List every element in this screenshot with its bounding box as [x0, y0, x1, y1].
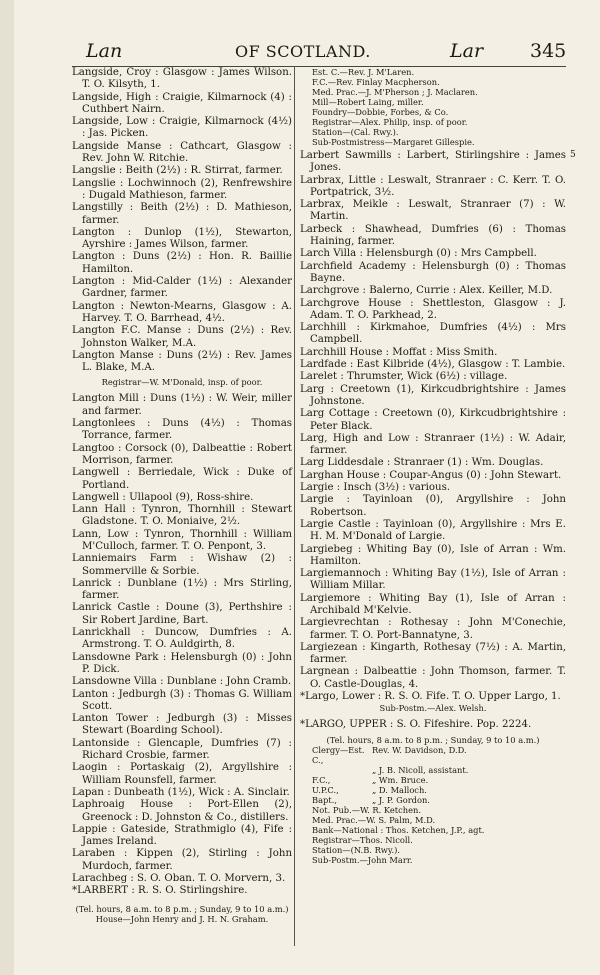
entry: Langton Mill : Duns (1½) : W. Weir, miller and farmer.	[72, 393, 292, 417]
entry: Larelet : Thrumster, Wick (6½) : village.	[300, 371, 508, 383]
entry: Lann, Low : Tynron, Thornhill : William M'Culloch, farmer. T. O. Penpont, 3.	[72, 528, 292, 552]
entry: Larchfield Academy : Helensburgh (0) : Thomas Bayne.	[300, 260, 566, 284]
tel-hours-note: (Tel. hours, 8 a.m. to 8 p.m. ; Sunday, 9 to 10 a.m.)	[326, 734, 540, 745]
sub-line: Med. Prac.—W. S. Palm, M.D.	[312, 814, 436, 825]
entry: Larbert Sawmills : Larbert, Stirlingshire : James Jones.	[300, 150, 566, 174]
clergy-label: F.C.,	[312, 774, 331, 785]
entry: Langstilly : Beith (2½) : D. Mathieson, farmer.	[72, 202, 292, 226]
sub-line: Registrar—Thos. Nicoll.	[312, 834, 413, 845]
right-column	[300, 67, 566, 865]
entry: Larg Cottage : Creetown (0), Kirkcudbrightshire : Peter Black.	[300, 408, 566, 432]
sub-line: Est. C.—Rev. J. M'Laren.	[312, 67, 415, 77]
entry: Larchgrove : Balerno, Currie : Alex. Keiller, M.D.	[300, 285, 553, 297]
entry: Lanrickhall : Duncow, Dumfries : A. Armstrong. T. O. Auldgirth, 8.	[72, 627, 292, 651]
entry: Laogin : Portaskaig (2), Argyllshire : William Rounsfell, farmer.	[72, 762, 292, 786]
sub-line: Station—(N.B. Rwy.).	[312, 844, 401, 855]
entry: Langside Manse : Cathcart, Glasgow : Rev. John W. Ritchie.	[72, 140, 292, 165]
clergy-row	[300, 775, 566, 785]
entry-upper-largo: *LARGO, UPPER : S. O. Fifeshire. Pop. 2224.	[300, 719, 532, 731]
clergy-label	[300, 765, 372, 775]
entry: Langton Manse : Duns (2½) : Rev. James L. Blake, M.A.	[72, 349, 292, 374]
entry: *Largo, Lower : R. S. O. Fife. T. O. Upper Largo, 1.	[300, 691, 561, 703]
sub-line: Med. Prac.—J. M'Pherson ; J. Maclaren.	[312, 87, 478, 97]
sub-line: Sub-Postmistress—Margaret Gillespie.	[312, 137, 475, 147]
entry: Largnean : Dalbeattie : John Thomson, farmer. T. O. Castle-Douglas, 4.	[300, 666, 566, 690]
clergy-value: „ D. Malloch.	[372, 784, 427, 795]
sub-line: Not. Pub.—W. R. Ketchen.	[312, 804, 422, 815]
entry: Largie Castle : Tayinloan (0), Argyllshire : Mrs E. H. M. M'Donald of Largie.	[300, 518, 566, 543]
running-head-center: OF SCOTLAND.	[235, 42, 371, 61]
entry: Larch Villa : Helensburgh (0) : Mrs Campbell.	[300, 248, 537, 260]
clergy-value: „ J. B. Nicoll, assistant.	[372, 764, 469, 775]
entry: Lappie : Gateside, Strathmiglo (4), Fife : James Ireland.	[72, 823, 292, 848]
entry: Larghan House : Coupar-Angus (0) : John Stewart.	[300, 469, 562, 481]
clergy-value: „ Wm. Bruce.	[372, 774, 429, 785]
clergy-row	[300, 765, 566, 775]
page-header	[60, 40, 567, 66]
running-head-left: Lan	[86, 40, 123, 62]
entry: Laphroaig House : Port-Ellen (2), Greenock : D. Johnston & Co., distillers.	[72, 799, 292, 823]
entry: Lanton Tower : Jedburgh (3) : Misses Stewart (Boarding School).	[72, 713, 292, 737]
entry: Lanniemairs Farm : Wishaw (2) : Sommerville & Sorbie.	[72, 553, 292, 577]
clergy-label: U.P.C.,	[312, 784, 339, 795]
entry: Langside, Low : Craigie, Kilmarnock (4½) : Jas. Picken.	[72, 116, 292, 140]
entry: Langton : Newton-Mearns, Glasgow : A. Harvey. T. O. Barrhead, 4½.	[72, 300, 292, 324]
running-head-right: Lar	[450, 40, 484, 62]
entry: Lapan : Dunbeath (1½), Wick : A. Sinclair.	[72, 786, 290, 798]
sub-line: F.C.—Rev. Finlay Macpherson.	[312, 77, 440, 87]
entry: Lantonside : Glencaple, Dumfries (7) : Richard Crosbie, farmer.	[72, 737, 292, 762]
sub-line: Sub-Postm.—John Marr.	[312, 854, 413, 865]
entry: Largiezean : Kingarth, Rothesay (7½) : A. Martin, farmer.	[300, 641, 566, 666]
entry: Larchhill House : Moffat : Miss Smith.	[300, 346, 498, 358]
entry: Langtonlees : Duns (4½) : Thomas Torrance, farmer.	[72, 418, 292, 442]
entry: Lardfade : East Kilbride (4½), Glasgow : T. Lambie.	[300, 359, 566, 371]
entry: Larbeck : Shawhead, Dumfries (6) : Thomas Haining, farmer.	[300, 223, 566, 248]
entry: Larchhill : Kirkmahoe, Dumfries (4½) : Mrs Campbell.	[300, 322, 566, 346]
clergy-value: Rev. W. Davidson, D.D.	[372, 744, 467, 755]
clergy-row	[300, 785, 566, 795]
entry: Langside, High : Craigie, Kilmarnock (4) : Cuthbert Nairn.	[72, 91, 292, 115]
entry: Langtoo : Corsock (0), Dalbeattie : Robert Morrison, farmer.	[72, 442, 292, 466]
sub-line: Bank—National : Thos. Ketchen, J.P., agt.	[312, 824, 485, 835]
entry: Larbrax, Meikle : Leswalt, Stranraer (7) : W. Martin.	[300, 199, 566, 223]
entry: Larbrax, Little : Leswalt, Stranraer : C. Kerr. T. O. Portpatrick, 3½.	[300, 174, 566, 198]
sub-line: Registrar—Alex. Philip, insp. of poor.	[312, 117, 468, 127]
house-note: House—John Henry and J. H. N. Graham.	[95, 913, 269, 924]
entry: Lanton : Jedburgh (3) : Thomas G. William Scott.	[72, 688, 292, 712]
entry: Langton F.C. Manse : Duns (2½) : Rev. Johnston Walker, M.A.	[72, 325, 292, 349]
entry: Langton : Mid-Calder (1½) : Alexander Gardner, farmer.	[72, 276, 292, 300]
entry: Lann Hall : Tynron, Thornhill : Stewart Gladstone. T. O. Moniaive, 2½.	[72, 504, 292, 528]
entry: Lanrick Castle : Doune (3), Perthshire : Sir Robert Jardine, Bart.	[72, 602, 292, 626]
page-number: 345	[530, 40, 567, 62]
tel-hours-note: (Tel. hours, 8 a.m. to 8 p.m. ; Sunday, 9 to 10 a.m.)	[75, 903, 289, 914]
margin-mark: 5	[570, 150, 576, 160]
clergy-value: „ J. P. Gordon.	[372, 794, 430, 805]
entry: Langton : Dunlop (1½), Stewarton, Ayrshire : James Wilson, farmer.	[72, 226, 292, 251]
entry: Largievrechtan : Rothesay : John M'Conechie, farmer. T. O. Port-Bannatyne, 3.	[300, 617, 566, 641]
entry: Lansdowne Villa : Dunblane : John Cramb.	[72, 676, 292, 688]
entry: Largiebeg : Whiting Bay (0), Isle of Arran : Wm. Hamilton.	[300, 543, 566, 567]
entry: Larchgrove House : Shettleston, Glasgow : J. Adam. T. O. Parkhead, 2.	[300, 297, 566, 321]
entry: Langwell : Ullapool (9), Ross-shire.	[72, 491, 254, 503]
entry: Largie : Tayinloan (0), Argyllshire : John Robertson.	[300, 494, 566, 518]
column-divider	[294, 66, 295, 946]
entry: Larg Liddesdale : Stranraer (1) : Wm. Douglas.	[300, 457, 544, 469]
entry: Langside, Croy : Glasgow : James Wilson. T. O. Kilsyth, 1.	[72, 67, 292, 91]
entry: Langwell : Berriedale, Wick : Duke of Portland.	[72, 467, 292, 491]
entry: Larachbeg : S. O. Oban. T. O. Morvern, 3.	[72, 873, 286, 884]
sub-line: Station—(Cal. Rwy.).	[312, 127, 399, 137]
entry: Larg : Creetown (1), Kirkcudbrightshire : James Johnstone.	[300, 383, 566, 407]
left-column	[72, 67, 292, 924]
entry: Lansdowne Park : Helensburgh (0) : John P. Dick.	[72, 651, 292, 675]
sub-postmaster-note: Sub-Postm.—Alex. Welsh.	[379, 703, 487, 714]
sub-line: Mill—Robert Laing, miller.	[312, 97, 424, 107]
entry: Larg, High and Low : Stranraer (1½) : W. Adair, farmer.	[300, 432, 566, 457]
clergy-label: Clergy—Est. C.,	[312, 744, 365, 765]
entry: Laraben : Kippen (2), Stirling : John Murdoch, farmer.	[72, 848, 292, 872]
entry: Langslie : Lochwinnoch (2), Renfrewshire : Dugald Mathieson, farmer.	[72, 177, 292, 201]
entry: Largiemannoch : Whiting Bay (1½), Isle of Arran : William Millar.	[300, 568, 566, 592]
entry: Largiemore : Whiting Bay (1), Isle of Arran : Archibald M'Kelvie.	[300, 592, 566, 616]
entry: Langslie : Beith (2½) : R. Stirrat, farmer.	[72, 165, 283, 177]
entry: Lanrick : Dunblane (1½) : Mrs Stirling, farmer.	[72, 577, 292, 602]
clergy-label: Bapt.,	[312, 794, 337, 805]
entry: Langton : Duns (2½) : Hon. R. Baillie Hamilton.	[72, 251, 292, 275]
clergy-row	[300, 795, 566, 805]
entry: Largie : Insch (3½) : various.	[300, 482, 451, 494]
sub-line: Foundry—Dobbie, Forbes, & Co.	[312, 107, 449, 117]
clergy-row	[300, 745, 566, 765]
registrar-note: Registrar—W. M'Donald, insp. of poor.	[101, 377, 263, 388]
page-spine-shadow	[0, 0, 14, 975]
entry: *LARBERT : R. S. O. Stirlingshire.	[72, 885, 248, 897]
